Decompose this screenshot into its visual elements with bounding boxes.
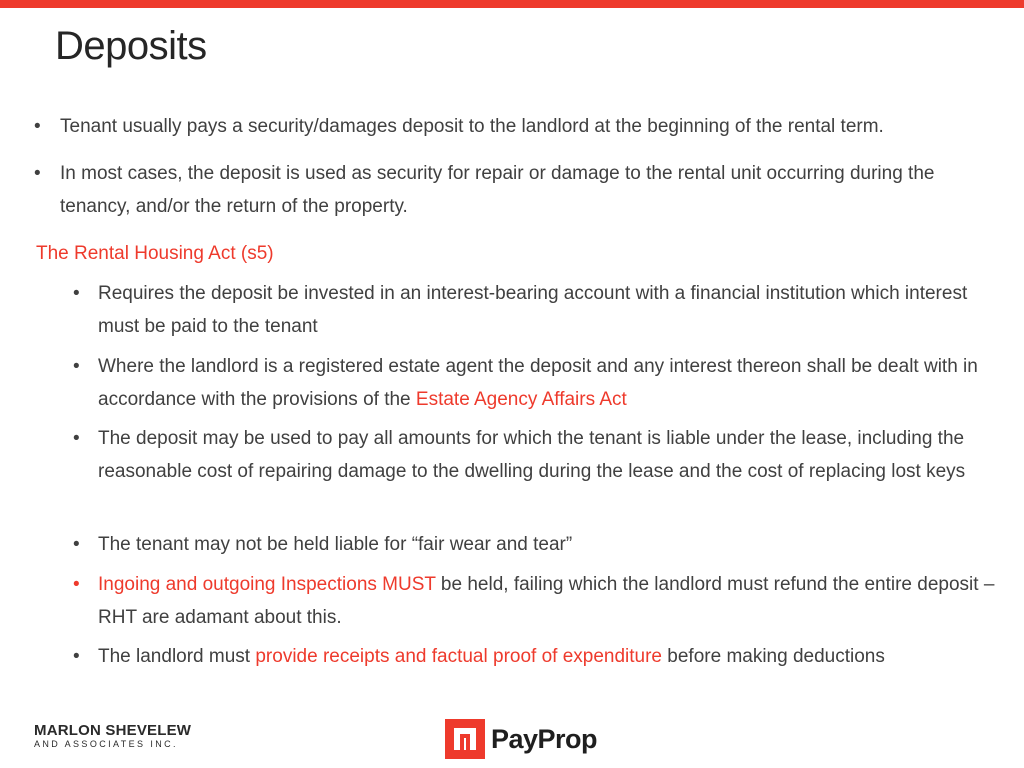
logo-line-1: MARLON SHEVELEW [34,722,192,739]
top-accent-bar [0,0,1024,8]
sub-bullet-text [73,350,1003,416]
highlight-estate-agency-act: Estate Agency Affairs Act [415,389,627,410]
sub-bullet-item [73,528,1003,561]
payprop-mark-icon [445,719,485,759]
sub-bullet-item [73,350,1003,416]
payprop-wordmark: PayProp [491,724,598,754]
bullet-dot: • [73,646,80,667]
bullet-dot: • [73,428,80,449]
sub-bullet-item [73,422,1003,488]
marlon-shevelew-logo [34,722,191,750]
sub-bullet-text-part: Where the landlord is a registered estate agent the deposit and any interest thereon shall be dealt with in accordance with the provisions of the [98,356,978,410]
bullet-dot: • [34,116,41,137]
bullet-dot: • [73,356,80,377]
bullet-item [34,157,994,223]
sub-bullet-text: The deposit may be used to pay all amounts for which the tenant is liable under the lease, including the reasonable cost of repairing damage to the dwelling during the lease and the cost of replacing lost keys [98,428,966,482]
sub-bullet-text [73,640,1003,673]
sub-bullet-text-part: The landlord must [98,646,256,667]
bullet-item [34,110,994,143]
sub-bullet-item [73,277,1003,343]
sub-bullet-text-part: be held, failing which the landlord must refund the entire deposit – RHT are adamant about this. [98,574,995,628]
sub-bullet-text [73,568,1003,634]
sub-bullet-text-part: before making deductions [662,646,885,667]
bullet-dot: • [73,283,80,304]
sub-bullet-item [73,568,1003,634]
slide-title: Deposits [55,24,207,68]
highlight-receipts: provide receipts and factual proof of expenditure [255,646,663,667]
bullet-dot: • [73,534,80,555]
bullet-dot: • [34,163,41,184]
bullet-text: Tenant usually pays a security/damages deposit to the landlord at the beginning of the rental term. [60,116,884,137]
bullet-text: In most cases, the deposit is used as security for repair or damage to the rental unit occurring during the tenancy, and/or the return of the property. [60,163,935,217]
highlight-inspections: Ingoing and outgoing Inspections MUST [98,574,436,595]
logo-line-2: AND ASSOCIATES INC. [34,739,178,749]
sub-bullet-text: Requires the deposit be invested in an interest-bearing account with a financial institution which interest must be paid to the tenant [98,283,968,337]
sub-bullet-item [73,640,1003,673]
bullet-dot: • [73,574,80,595]
sub-bullet-text: The tenant may not be held liable for “fair wear and tear” [98,534,573,555]
section-subheading: The Rental Housing Act (s5) [36,243,274,264]
